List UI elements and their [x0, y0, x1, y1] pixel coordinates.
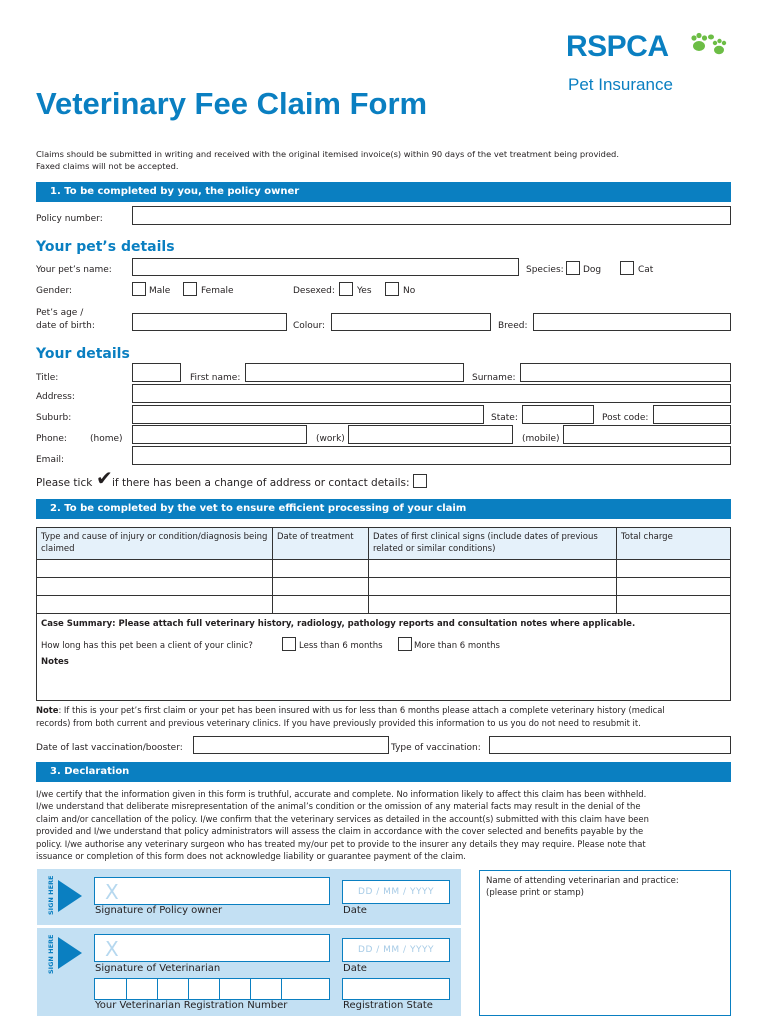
declaration-line: claim and/or cancellation of the policy. I/we confirm that the veterinary services as detailed in the account(s) submitted with this claim have been	[36, 814, 649, 824]
policy-number-input[interactable]	[132, 206, 731, 225]
note-line-1-text: : If this is your pet’s first claim or your pet has been insured with us for less than 6 months please attach a complete veterinary history (medical	[58, 705, 665, 715]
email-label: Email:	[36, 455, 65, 465]
gender-male-label: Male	[149, 286, 171, 296]
phone-work-label: (work)	[316, 434, 345, 444]
desexed-label: Desexed:	[293, 286, 335, 296]
first-name-input[interactable]	[245, 363, 464, 382]
title-input[interactable]	[132, 363, 181, 382]
notes-label: Notes	[41, 657, 69, 667]
case-summary-bold: Case Summary	[41, 619, 113, 629]
phone-home-input[interactable]	[132, 425, 307, 444]
change-of-details-text-start: Please tick	[36, 477, 93, 489]
breed-input[interactable]	[533, 313, 731, 331]
intro-line-2: Faxed claims will not be accepted.	[36, 161, 179, 171]
phone-mobile-input[interactable]	[563, 425, 731, 444]
col-date-of-treatment: Date of treatment	[273, 528, 369, 560]
vet-date-label: Date	[343, 963, 367, 974]
less-than-6-months-checkbox[interactable]	[282, 637, 296, 651]
section-3-bar: 3. Declaration	[36, 762, 731, 782]
note-line-1	[36, 706, 665, 714]
pet-age-input[interactable]	[132, 313, 287, 331]
vet-registration-state-label: Registration State	[343, 1000, 433, 1011]
phone-label: Phone:	[36, 434, 67, 444]
colour-input[interactable]	[331, 313, 491, 331]
vet-signature-input[interactable]	[94, 934, 330, 962]
note-bold: Note	[36, 705, 59, 715]
vet-registration-number-input[interactable]	[94, 978, 330, 1000]
phone-home-label: (home)	[90, 434, 123, 444]
vet-date-input[interactable]: DD / MM / YYYY	[342, 938, 450, 962]
vet-registration-state-input[interactable]	[342, 978, 450, 1000]
surname-input[interactable]	[520, 363, 731, 382]
change-of-details-text-end: if there has been a change of address or contact details:	[112, 477, 410, 489]
more-than-6-months-label: More than 6 months	[414, 641, 500, 651]
case-summary-rest: : Please attach full veterinary history, radiology, pathology reports and consultation notes where applicable.	[112, 619, 636, 629]
pet-name-input[interactable]	[132, 258, 519, 276]
sign-here-label: SIGN HERE	[47, 875, 55, 915]
x-mark-icon: X	[105, 880, 119, 904]
title-label: Title:	[36, 373, 59, 383]
gender-male-checkbox[interactable]	[132, 282, 146, 296]
desexed-yes-label: Yes	[357, 286, 372, 296]
owner-date-input[interactable]: DD / MM / YYYY	[342, 880, 450, 904]
species-cat-label: Cat	[638, 265, 654, 275]
your-details-heading: Your details	[36, 346, 130, 362]
more-than-6-months-checkbox[interactable]	[398, 637, 412, 651]
gender-female-label: Female	[201, 286, 234, 296]
vaccination-type-input[interactable]	[489, 736, 731, 754]
claims-table-header	[37, 528, 731, 560]
species-label: Species:	[526, 265, 564, 275]
intro-line-1: Claims should be submitted in writing and received with the original itemised invoice(s) within 90 days of the vet treatment being provided.	[36, 149, 619, 159]
pet-name-label: Your pet’s name:	[36, 265, 112, 275]
phone-work-input[interactable]	[348, 425, 513, 444]
vet-signature-panel	[37, 928, 461, 1016]
declaration-line: provided and I/we understand that policy administrators will assess the claim in accordance with the cover selected and benefits payable by the	[36, 826, 644, 836]
sign-here-label: SIGN HERE	[47, 934, 55, 974]
owner-signature-label: Signature of Policy owner	[95, 905, 223, 916]
table-row[interactable]	[37, 595, 731, 613]
owner-signature-input[interactable]	[94, 877, 330, 905]
species-cat-checkbox[interactable]	[620, 261, 634, 275]
last-vaccination-input[interactable]	[193, 736, 389, 754]
gender-female-checkbox[interactable]	[183, 282, 197, 296]
tick-icon: ✔	[96, 466, 113, 490]
section-2-bar: 2. To be completed by the vet to ensure efficient processing of your claim	[36, 499, 731, 519]
client-question: How long has this pet been a client of your clinic?	[41, 641, 253, 651]
arrow-right-icon	[58, 937, 82, 969]
policy-number-label: Policy number:	[36, 214, 103, 224]
pet-age-label-2: date of birth:	[36, 321, 95, 331]
suburb-label: Suburb:	[36, 413, 72, 423]
first-name-label: First name:	[190, 373, 241, 383]
address-label: Address:	[36, 392, 75, 402]
case-summary-text	[41, 620, 635, 629]
table-row[interactable]	[37, 559, 731, 577]
rspca-logo	[566, 30, 736, 70]
state-input[interactable]	[522, 405, 594, 424]
col-first-signs: Dates of first clinical signs (include dates of previous related or similar conditions)	[369, 528, 617, 560]
state-label: State:	[491, 413, 518, 423]
x-mark-icon: X	[105, 937, 119, 961]
vet-name-label-1: Name of attending veterinarian and practice:	[486, 876, 679, 886]
vet-name-label-2: (please print or stamp)	[486, 888, 584, 898]
declaration-line: policy. I/we authorise any veterinary surgeon who has treated my/our pet to provide to the insurer any details they may require. Please note that	[36, 839, 646, 849]
owner-signature-panel	[37, 869, 461, 925]
note-line-2: records) from both current and previous veterinary clinics. If you have previously provided this information to us you do not need to resubmit it.	[36, 718, 641, 728]
phone-mobile-label: (mobile)	[522, 434, 560, 444]
suburb-input[interactable]	[132, 405, 484, 424]
declaration-line: I/we certify that the information given in this form is truthful, accurate and complete. No information likely to affect this claim has been withheld.	[36, 789, 647, 799]
pet-details-heading: Your pet’s details	[36, 239, 175, 255]
arrow-right-icon	[58, 880, 82, 912]
desexed-yes-checkbox[interactable]	[339, 282, 353, 296]
page-title: Veterinary Fee Claim Form	[36, 86, 428, 121]
declaration-line: I/we understand that deliberate misrepresentation of the animal’s condition or the omission of any material facts may result in the denial of the	[36, 801, 641, 811]
vaccination-type-label: Type of vaccination:	[391, 743, 481, 753]
table-row[interactable]	[37, 577, 731, 595]
change-of-details-checkbox[interactable]	[413, 474, 427, 488]
colour-label: Colour:	[293, 321, 326, 331]
col-total-charge: Total charge	[617, 528, 731, 560]
section-1-bar: 1. To be completed by you, the policy owner	[36, 182, 731, 202]
desexed-no-label: No	[403, 286, 416, 296]
col-condition: Type and cause of injury or condition/diagnosis being claimed	[37, 528, 273, 560]
breed-label: Breed:	[498, 321, 528, 331]
last-vaccination-label: Date of last vaccination/booster:	[36, 743, 183, 753]
logo-subtitle: Pet Insurance	[568, 75, 673, 94]
less-than-6-months-label: Less than 6 months	[299, 641, 383, 651]
vet-registration-number-label: Your Veterinarian Registration Number	[95, 1000, 288, 1011]
pet-age-label-1: Pet’s age /	[36, 308, 84, 318]
species-dog-label: Dog	[583, 265, 602, 275]
address-input[interactable]	[132, 384, 731, 403]
claims-table	[36, 527, 731, 614]
vet-signature-label: Signature of Veterinarian	[95, 963, 221, 974]
post-code-input[interactable]	[653, 405, 731, 424]
email-input[interactable]	[132, 446, 731, 465]
desexed-no-checkbox[interactable]	[385, 282, 399, 296]
post-code-label: Post code:	[602, 413, 649, 423]
species-dog-checkbox[interactable]	[566, 261, 580, 275]
paw-icon	[690, 30, 732, 62]
logo-text: RSPCA	[566, 30, 669, 63]
owner-date-label: Date	[343, 905, 367, 916]
surname-label: Surname:	[472, 373, 516, 383]
gender-label: Gender:	[36, 286, 73, 296]
declaration-line: issuance or completion of this form does not acknowledge liability or guarantee payment of the claim.	[36, 851, 466, 861]
